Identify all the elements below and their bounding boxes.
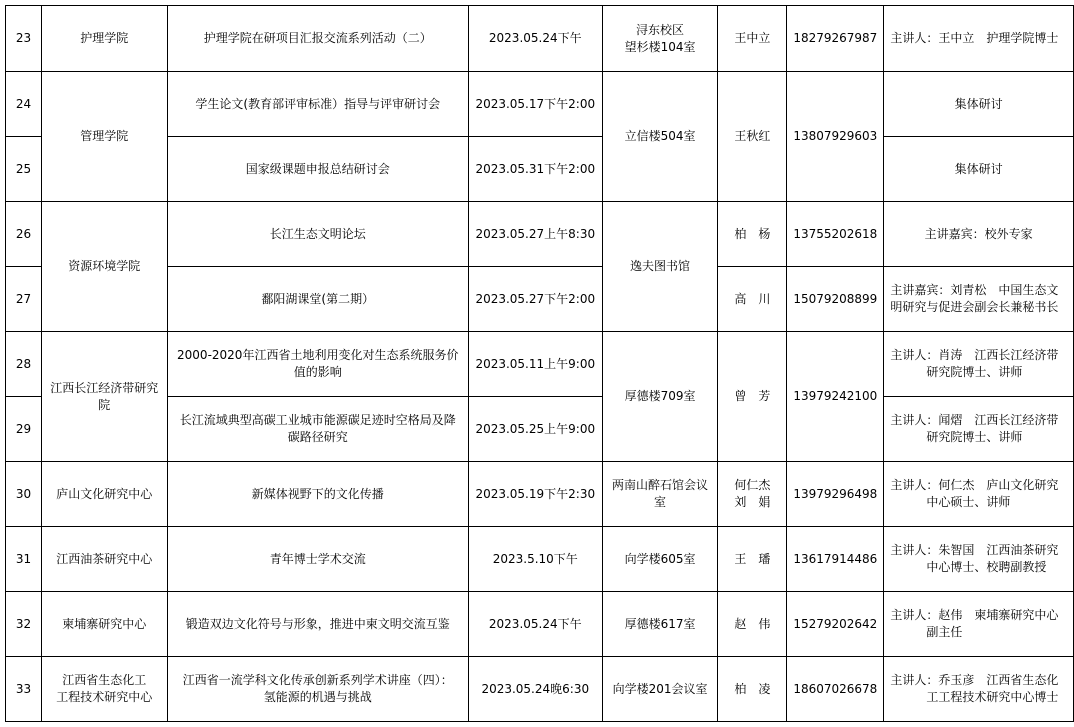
organizer-college: 柬埔寨研究中心 [41, 592, 167, 657]
table-row [6, 202, 1074, 267]
table-row [6, 72, 1074, 137]
contact-person: 赵 伟 [718, 592, 787, 657]
contact-phone: 15279202642 [787, 592, 884, 657]
event-time: 2023.05.31下午2:00 [468, 137, 602, 202]
row-number: 28 [6, 332, 42, 397]
event-time: 2023.05.27上午8:30 [468, 202, 602, 267]
table-row [6, 6, 1074, 72]
event-time: 2023.5.10下午 [468, 527, 602, 592]
event-time: 2023.05.19下午2:30 [468, 462, 602, 527]
event-title: 长江流域典型高碳工业城市能源碳足迹时空格局及降 碳路径研究 [167, 397, 468, 462]
event-time: 2023.05.24下午 [468, 592, 602, 657]
speaker-info: 主讲人：乔玉彦 江西省生态化 工工程技术研究中心博士 [884, 657, 1074, 722]
contact-phone: 13755202618 [787, 202, 884, 267]
event-time: 2023.05.24晚6:30 [468, 657, 602, 722]
lecture-schedule-table [5, 5, 1074, 722]
contact-phone: 13807929603 [787, 72, 884, 202]
organizer-college: 资源环境学院 [41, 202, 167, 332]
speaker-info: 主讲人：肖涛 江西长江经济带 研究院博士、讲师 [884, 332, 1074, 397]
contact-person: 高 川 [718, 267, 787, 332]
speaker-info: 主讲嘉宾：校外专家 [884, 202, 1074, 267]
organizer-college: 江西油茶研究中心 [41, 527, 167, 592]
contact-person: 柏 凌 [718, 657, 787, 722]
event-title: 2000-2020年江西省土地利用变化对生态系统服务价 值的影响 [167, 332, 468, 397]
event-venue: 厚德楼617室 [602, 592, 718, 657]
event-title: 学生论文(教育部评审标准）指导与评审研讨会 [167, 72, 468, 137]
contact-person: 王中立 [718, 6, 787, 72]
contact-person: 曾 芳 [718, 332, 787, 462]
contact-person: 何仁杰 刘 娟 [718, 462, 787, 527]
event-venue: 向学楼201会议室 [602, 657, 718, 722]
event-venue: 逸夫图书馆 [602, 202, 718, 332]
speaker-info: 主讲人：闻熠 江西长江经济带 研究院博士、讲师 [884, 397, 1074, 462]
row-number: 33 [6, 657, 42, 722]
row-number: 24 [6, 72, 42, 137]
event-time: 2023.05.17下午2:00 [468, 72, 602, 137]
row-number: 27 [6, 267, 42, 332]
table-row [6, 332, 1074, 397]
contact-phone: 15079208899 [787, 267, 884, 332]
event-title: 新媒体视野下的文化传播 [167, 462, 468, 527]
row-number: 25 [6, 137, 42, 202]
speaker-info: 主讲人：王中立 护理学院博士 [884, 6, 1074, 72]
organizer-college: 管理学院 [41, 72, 167, 202]
row-number: 26 [6, 202, 42, 267]
organizer-college: 江西省生态化工 工程技术研究中心 [41, 657, 167, 722]
event-title: 长江生态文明论坛 [167, 202, 468, 267]
row-number: 23 [6, 6, 42, 72]
table-row [6, 462, 1074, 527]
event-time: 2023.05.11上午9:00 [468, 332, 602, 397]
event-time: 2023.05.25上午9:00 [468, 397, 602, 462]
event-venue: 两南山醉石馆会议 室 [602, 462, 718, 527]
event-title: 鄱阳湖课堂(第二期） [167, 267, 468, 332]
speaker-info: 主讲人：何仁杰 庐山文化研究 中心硕士、讲师 [884, 462, 1074, 527]
organizer-college: 江西长江经济带研究 院 [41, 332, 167, 462]
contact-person: 柏 杨 [718, 202, 787, 267]
contact-phone: 13979242100 [787, 332, 884, 462]
speaker-info: 集体研讨 [884, 72, 1074, 137]
event-time: 2023.05.24下午 [468, 6, 602, 72]
row-number: 30 [6, 462, 42, 527]
event-title: 江西省一流学科文化传承创新系列学术讲座（四）： 氢能源的机遇与挑战 [167, 657, 468, 722]
row-number: 32 [6, 592, 42, 657]
event-venue: 浔东校区 望杉楼104室 [602, 6, 718, 72]
contact-person: 王 璠 [718, 527, 787, 592]
speaker-info: 主讲嘉宾：刘青松 中国生态文 明研究与促进会副会长兼秘书长 [884, 267, 1074, 332]
speaker-info: 主讲人：赵伟 柬埔寨研究中心 副主任 [884, 592, 1074, 657]
contact-phone: 13979296498 [787, 462, 884, 527]
event-venue: 立信楼504室 [602, 72, 718, 202]
event-venue: 厚德楼709室 [602, 332, 718, 462]
organizer-college: 护理学院 [41, 6, 167, 72]
event-venue: 向学楼605室 [602, 527, 718, 592]
row-number: 31 [6, 527, 42, 592]
row-number: 29 [6, 397, 42, 462]
table-row [6, 657, 1074, 722]
table-row [6, 592, 1074, 657]
contact-phone: 18607026678 [787, 657, 884, 722]
event-title: 青年博士学术交流 [167, 527, 468, 592]
speaker-info: 集体研讨 [884, 137, 1074, 202]
organizer-college: 庐山文化研究中心 [41, 462, 167, 527]
event-title: 锻造双边文化符号与形象，推进中柬文明交流互鉴 [167, 592, 468, 657]
contact-person: 王秋红 [718, 72, 787, 202]
event-time: 2023.05.27下午2:00 [468, 267, 602, 332]
contact-phone: 18279267987 [787, 6, 884, 72]
event-title: 护理学院在研项目汇报交流系列活动（二） [167, 6, 468, 72]
contact-phone: 13617914486 [787, 527, 884, 592]
speaker-info: 主讲人：朱智国 江西油茶研究 中心博士、校聘副教授 [884, 527, 1074, 592]
event-title: 国家级课题申报总结研讨会 [167, 137, 468, 202]
table-row [6, 527, 1074, 592]
